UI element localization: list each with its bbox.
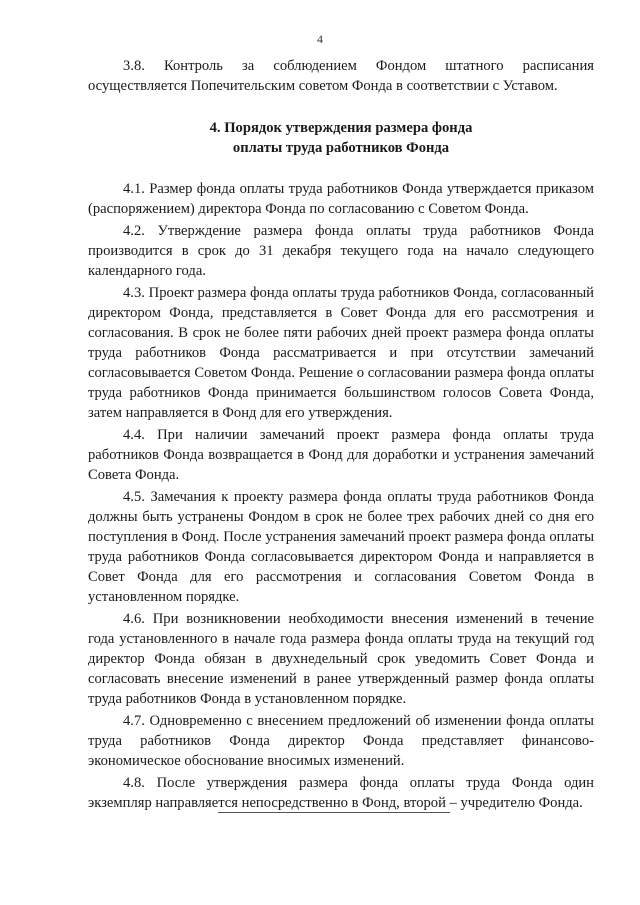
paragraph-4-6: 4.6. При возникновении необходимости внесения изменений в течение года установленного в начале года размера фонда оплаты труда на текущий год директор Фонда обязан в двухнедельный срок уведомить Совет Фонда и согласовать внесение изменений в ранее утвержденный размер фонда оплаты труда работников Фонда в установленном порядке. — [88, 611, 594, 707]
paragraph-4-2: 4.2. Утверждение размера фонда оплаты труда работников Фонда производится в срок до 31 декабря текущего года на начало следующего календарного года. — [88, 223, 594, 279]
paragraph-4-1: 4.1. Размер фонда оплаты труда работников Фонда утверждается приказом (распоряжением) директора Фонда по согласованию с Советом Фонда. — [88, 181, 594, 217]
section-title-line-2: оплаты труда работников Фонда — [232, 140, 450, 156]
paragraph-4-3: 4.3. Проект размера фонда оплаты труда работников Фонда, согласованный директором Фонда, представляется в Совет Фонда для его рассмотрения и согласования. В срок не более пяти рабочих дней проект размера фонда оплаты труда работников Фонда рассматривается и при отсутствии замечаний согласовывается Советом Фонда. Решение о согласовании размера фонда оплаты труда работников Фонда принимается большинством голосов Совета Фонда, затем направляется в Фонд для его утверждения. — [88, 285, 594, 421]
paragraph-4-8: 4.8. После утверждения размера фонда оплаты труда Фонда один экземпляр направляется непосредственно в Фонд, второй – учредителю Фонда. — [88, 775, 594, 811]
paragraph-4-7: 4.7. Одновременно с внесением предложений об изменении фонда оплаты труда работников Фонда директор Фонда представляет финансово-экономическое обоснование вносимых изменений. — [88, 713, 594, 769]
paragraph-4-4: 4.4. При наличии замечаний проект размера фонда оплаты труда работников Фонда возвращается в Фонд для доработки и устранения замечаний Совета Фонда. — [88, 427, 594, 483]
section-heading — [88, 118, 594, 158]
section-title-line-1: 4. Порядок утверждения размера фонда — [209, 120, 473, 136]
page-number: 4 — [317, 32, 323, 46]
end-divider — [218, 812, 450, 813]
document-body — [88, 56, 594, 813]
section-body — [88, 179, 594, 813]
paragraph-4-5: 4.5. Замечания к проекту размера фонда оплаты труда работников Фонда должны быть устранены Фондом в срок не более трех рабочих дней со дня его поступления в Фонд. После устранения замечаний проект размера фонда оплаты труда работников Фонда согласовывается директором Фонда и направляется в Совет Фонда для его рассмотрения и согласования Советом Фонда в установленном порядке. — [88, 489, 594, 605]
paragraph-3-8: 3.8. Контроль за соблюдением Фондом штатного расписания осуществляется Попечительским советом Фонда в соответствии с Уставом. — [88, 58, 594, 94]
